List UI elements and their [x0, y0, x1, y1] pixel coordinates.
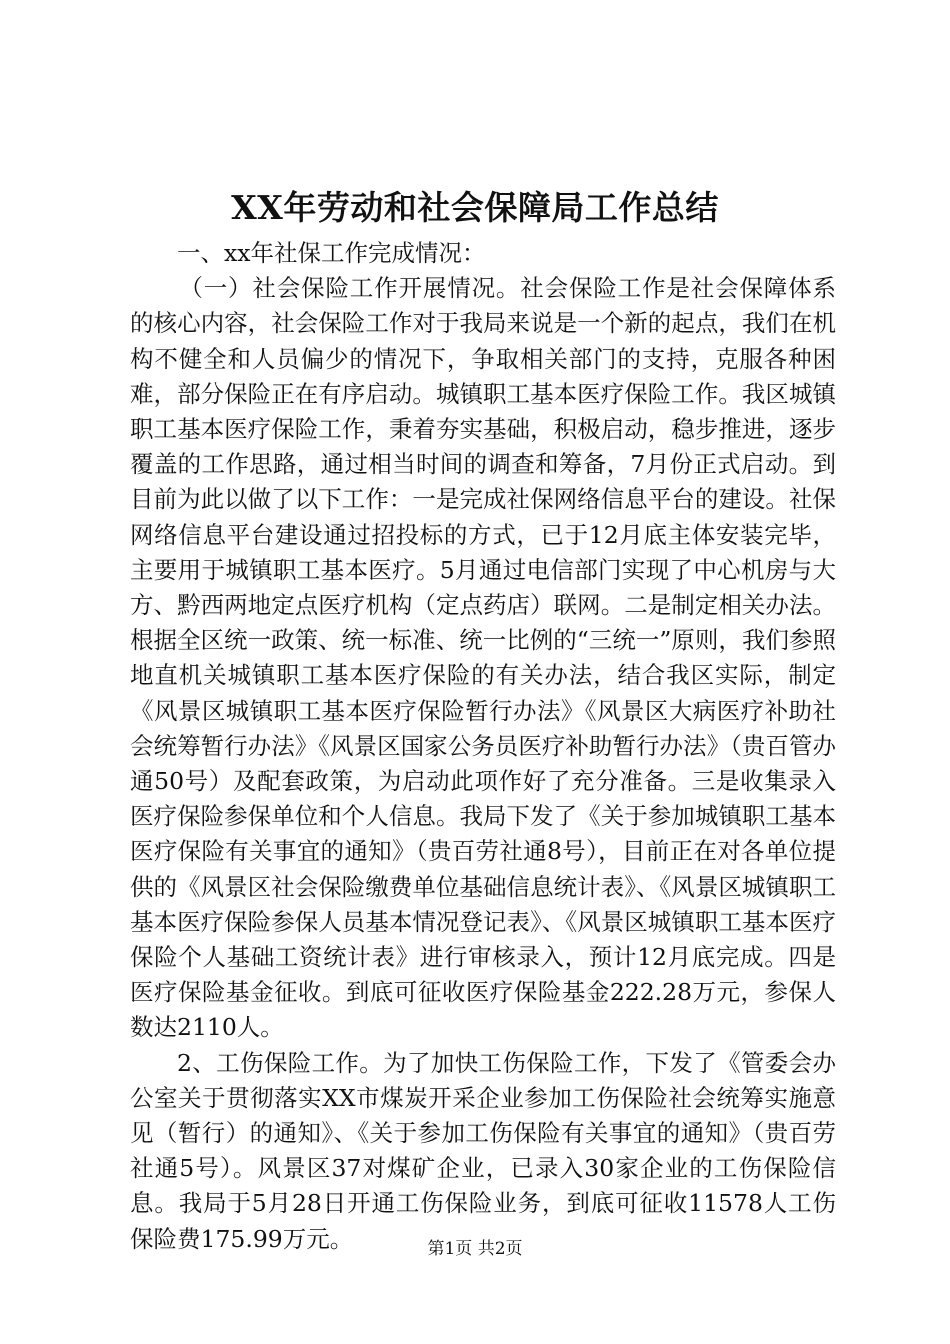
paragraph-social-insurance: （一）社会保险工作开展情况。社会保险工作是社会保障体系的核心内容，社会保险工作对于我局来说是一个新的起点，我们在机构不健全和人员偏少的情况下，争取相关部门的支持，克服各种困难，部分保险正在有序启动。城镇职工基本医疗保险工作。我区城镇职工基本医疗保险工作，秉着夯实基础，积极启动，稳步推进，逐步覆盖的工作思路，通过相当时间的调查和筹备，7月份正式启动。到目前为此以做了以下工作：一是完成社保网络信息平台的建设。社保网络信息平台建设通过招投标的方式，已于12月底主体安装完毕，主要用于城镇职工基本医疗。5月通过电信部门实现了中心机房与大方、黔西两地定点医疗机构（定点药店）联网。二是制定相关办法。根据全区统一政策、统一标准、统一比例的“三统一”原则，我们参照地直机关城镇职工基本医疗保险的有关办法，结合我区实际，制定《风景区城镇职工基本医疗保险暂行办法》《风景区大病医疗补助社会统筹暂行办法》《风景区国家公务员医疗补助暂行办法》（贵百管办通50号）及配套政策，为启动此项作好了充分准备。三是收集录入医疗保险参保单位和个人信息。我局下发了《关于参加城镇职工基本医疗保险有关事宜的通知》（贵百劳社通8号），目前正在对各单位提供的《风景区社会保险缴费单位基础信息统计表》、《风景区城镇职工基本医疗保险参保人员基本情况登记表》、《风景区城镇职工基本医疗保险个人基础工资统计表》进行审核录入，预计12月底完成。四是医疗保险基金征收。到底可征收医疗保险基金222.28万元，参保人数达2110人。: [130, 274, 836, 1042]
section-heading: 一、xx年社保工作完成情况：: [177, 239, 486, 267]
paragraph-work-injury-insurance: 2、工伤保险工作。为了加快工伤保险工作，下发了《管委会办公室关于贯彻落实XX市煤炭开采企业参加工伤保险社会统筹实施意见（暂行）的通知》、《关于参加工伤保险有关事宜的通知》（贵百劳社通5号）。风景区37对煤矿企业，已录入30家企业的工伤保险信息。我局于5月28日开通工伤保险业务，到底可征收11578人工伤保险费175.99万元。: [130, 1048, 836, 1253]
document-title: XX年劳动和社会保障局工作总结: [231, 188, 719, 227]
document-body: [130, 236, 836, 1257]
page-number-footer: 第1页 共2页: [427, 1239, 523, 1259]
